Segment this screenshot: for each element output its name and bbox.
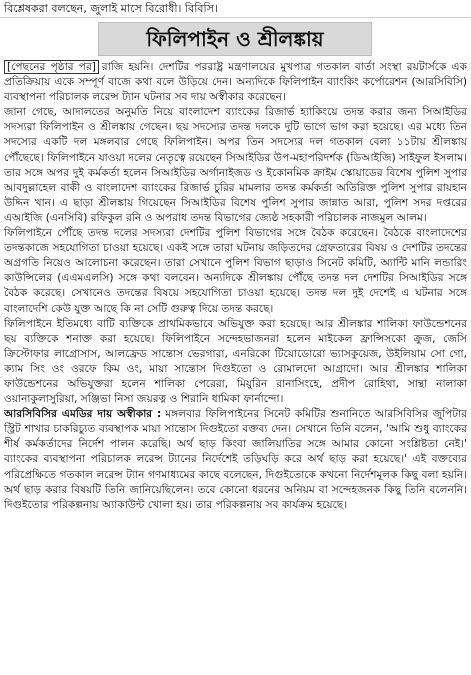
headline-banner bbox=[98, 22, 372, 56]
paragraph-1 bbox=[4, 60, 467, 105]
paragraph-4: ফিলিপাইনে ইতিমধ্যে বাটি ব্যক্তিকে প্রাথমিকভাবে অভিযুক্ত করা হয়েছে। আর শ্রীলঙ্কার শালিকা ফাউন্ডেশনের ছয় ব্যক্তিকে শনাক্ত করা হয়েছে। ফিলিপাইনে সন্দেহভাজনরা হলেন মাইকেল ফ্রান্সিসকো ক্রুজ, জেসি ক্রিস্টোফার লাগ্রোসাস, আলফ্রেড সান্তোস ভেরগারা, এনরিকো টিয়োডোরো ভ্যাসকুয়েজ, উইলিয়াম সো গো, ক্যাম সিং ওং ওরফে কিম ওং, মায়া সান্তোস দিগুইতো ও রোমালদো আগ্রাদো। আর শ্রীলঙ্কার শালিকা ফাউন্ডেশনের অভিযুক্তরা হলেন শালিকা পেরেরা, মিয়ুরিন রানাসিংহে, প্রদীপ রোহিথা, সান্থা নালাকা ওয়ানাকুলাসুরিয়া, সঞ্জিভা নিসা জয়রত্ন ও শিরানি ধামিকা ফার্নান্দো। bbox=[4, 317, 467, 406]
paragraph-3: ফিলিপাইনে পৌঁছে তদন্ত দলের সদস্যরা দেশটির পুলিশ বিভাগের সঙ্গে বৈঠক করেছেন। বৈঠকে বাংলাদেশের তদন্তকাজে সহযোগিতা চাওয়া হয়েছে। একই সঙ্গে তারা ঘটনায় জড়িতদের গ্রেফতারের বিষয় ও দেশটির তদন্তের অগ্রগতি নিয়েও আলোচনা করেছেন। তারা সেখানে পুলিশ বিভাগ ছাড়াও সিনেট কমিটি, অ্যান্টি মানি লন্ডারিং কাউন্সিলের (এএমএলসি) সঙ্গে কথা বলবেন। অন্যদিকে শ্রীলঙ্কায় পৌঁছে তদন্ত দল দেশটির সিআইডির সঙ্গে বৈঠক করেছে। সেখানেও তদন্তের বিষয়ে সহযোগিতা চাওয়া হয়েছে। তদন্ত দল দুই দেশেই এ ঘটনার সঙ্গে বাংলাদেশি কেউ যুক্ত আছে কি না সেটি গুরুত্ব দিয়ে তদন্ত করছে। bbox=[4, 227, 467, 315]
article-body bbox=[4, 60, 467, 672]
continuation-tag: [পেছনের পৃষ্ঠার পর] bbox=[4, 60, 99, 74]
paragraph-5-text: মঙ্গলবার ফিলিপাইনের সিনেট কমিটির শুনানিতে আরসিবিসির জুপিটার স্ট্রিট শাখার চাকরিচ্যুত ব্যবস্থাপক মায়া সান্তোস দিগুইতো বক্তব্য দেন। সেখানে তিনি বলেন, 'আমি শুধু ব্যাংকের শীর্ষ কর্মকর্তাদের নির্দেশ পালন করেছি। অর্থ ছাড় কিংবা জালিয়াতির সঙ্গে আমার কোনো সংশ্লিষ্টতা নেই।' ব্যাংকের ব্যবস্থাপনা পরিচালক লরেন্স ট্যানের নির্দেশেই তড়িঘড়ি করে অর্থ ছাড় করা হয়েছে।' এই বক্তব্যের পরিপ্রেক্ষিতে গতকাল লরেন্স ট্যান গণমাধ্যমের কাছে বলেছেন, দিগুইতোকে কখনো নির্দেশমূলক কিছু বলা হয়নি। অর্থ ছাড় করার বিষয়টি তিনি জানিয়েছিলেন। তবে কোনো ধরনের অনিয়ম বা সন্দেহজনক কিছু তিনি বলেননি। দিগুইতোর পরিকল্পনায় অ্যাকাউন্ট খোলা হয়। তার পরিকল্পনায় সব কার্যক্রম হয়েছে। bbox=[4, 408, 467, 511]
headline: ফিলিপাইন ও শ্রীলঙ্কায় bbox=[146, 27, 324, 51]
subheading: আরসিবিসির এমডির দায় অস্বীকার : bbox=[4, 408, 162, 421]
paragraph-2: জানা গেছে, আদালতের অনুমতি নিয়ে বাংলাদেশ ব্যাংকের রিজার্ভ হ্যাকিংয়ে তদন্ত করার জন্য সিআইডির সদস্যরা ফিলিপাইন ও শ্রীলঙ্কায় গেছেন। ছয় সদস্যের তদন্ত দলকে দুটি ভাগে ভাগ করা হয়েছে। এর মধ্যে তিন সদস্যের একটি দল মঙ্গলবার গেছে ফিলিপাইন। অপর তিন সদস্যের দল গতকাল বেলা ১১টায় শ্রীলঙ্কায় পৌঁছেছে। ফিলিপাইনে যাওয়া দলের নেতৃত্বে রয়েছেন সিআইডির উপ-মহাপরিদর্শক (ডিআইজি) সাইফুল ইসলাম। তার সঙ্গে অপর দুই কর্মকর্তা হলেন সিআইডির অর্গানাইজড ও ইকোনমিক ক্রাইম স্কোয়াডের বিশেষ পুলিশ সুপার আবদুল্লাহেল বাকী ও বাংলাদেশ ব্যাংকের রিজার্ভ চুরির মামলার তদন্ত কর্মকর্তা অতিরিক্ত পুলিশ সুপার রায়হান উদ্দিন খান। এ ছাড়া শ্রীলঙ্কায় গিয়েছেন সিআইডির বিশেষ পুলিশ সুপার জান্নাত আরা, পুলিশ সদর দপ্তরের এআইজি (এনসিবি) রফিকুল রনি ও অপরাধ তদন্ত বিভাগের জ্যেষ্ঠ সহকারী পরিচালক নাজমুল আলম। bbox=[4, 106, 467, 224]
paragraph-1-text: রাজি হয়নি। দেশটির পররাষ্ট্র মন্ত্রণালয়ের মুখপাত্র গতকাল বার্তা সংস্থা রয়টার্সকে এক প্রতিক্রিয়ায় একে সম্পূর্ণ বাজে কথা বলে উড়িয়ে দেন। অন্যদিকে ফিলিপাইন ব্যাংকিং কর্পোরেশন (আরসিবিসি) ব্যবস্থাপনা পরিচালক লরেন্স ট্যান ঘটনার সব দায় অস্বীকার করেছেন। bbox=[4, 61, 467, 104]
paragraph-5 bbox=[4, 407, 467, 513]
previous-article-tail: বিশ্লেষকরা বলছেন, জুলাই মাসে বিরোধী। বিবিসি। bbox=[0, 0, 471, 18]
